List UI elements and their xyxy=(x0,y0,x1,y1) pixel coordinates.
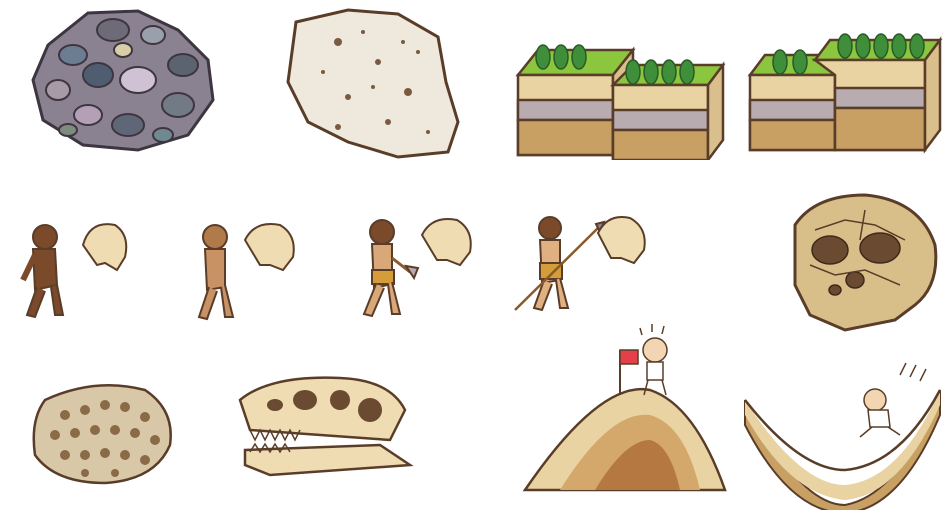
hominid-with-skull xyxy=(175,215,305,325)
syncline-with-sliding-child xyxy=(740,355,945,510)
coral-fossil xyxy=(25,375,180,490)
conglomerate-rock xyxy=(28,5,218,155)
dinosaur-skull-fossil xyxy=(230,370,420,485)
fossil-skull xyxy=(775,190,945,335)
reverse-fault-block xyxy=(745,10,945,160)
normal-fault-block xyxy=(513,15,728,160)
hominid-with-stone-tool-and-skull xyxy=(340,210,490,325)
hominid-with-spear-and-skull xyxy=(510,208,655,318)
anticline-with-boy-and-flag xyxy=(520,320,730,495)
pumice-rock xyxy=(278,2,468,167)
early-hominid-with-skull xyxy=(5,215,140,325)
